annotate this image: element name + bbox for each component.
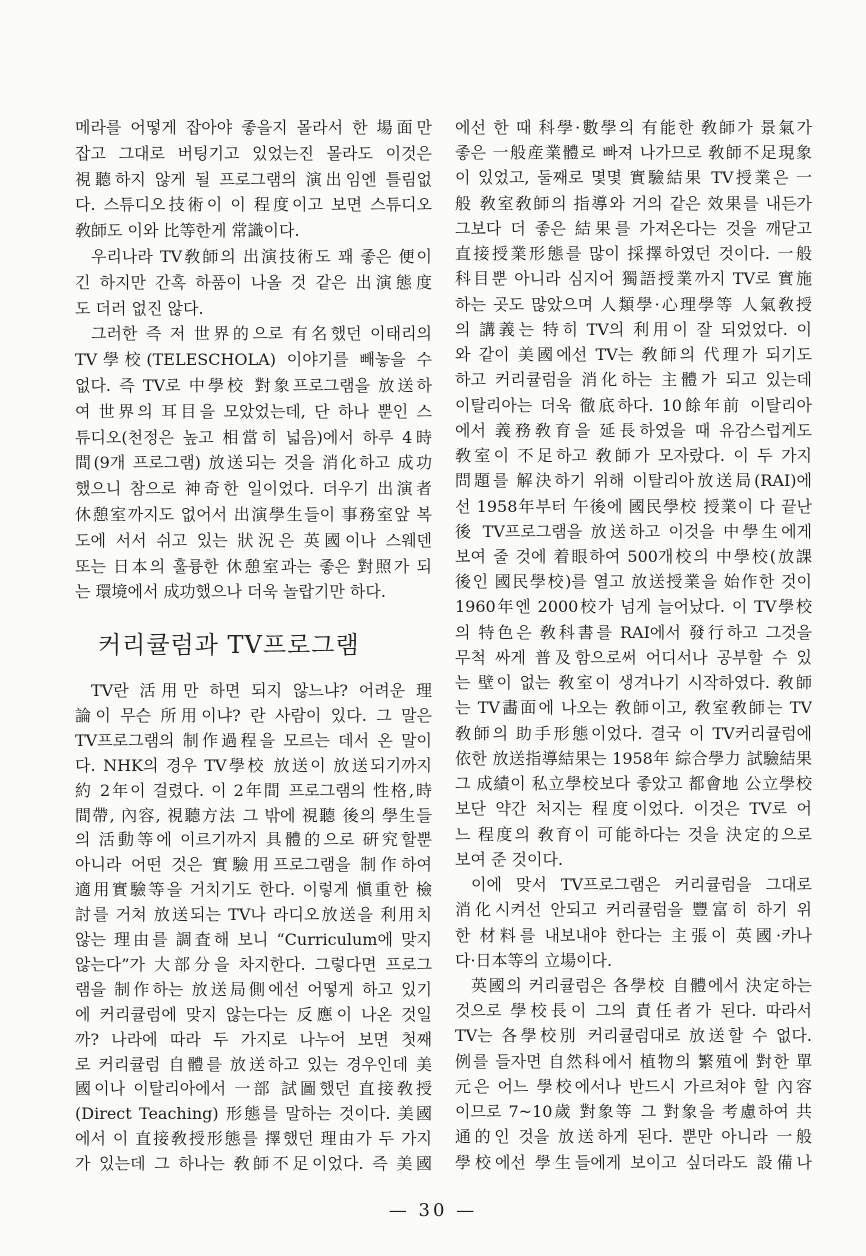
text-line: 敎室이 不足하고 敎師가 모자랐다. 이 두 가지 [455, 446, 812, 466]
text-line: 討를 거쳐 放送되는 TV나 라디오放送을 利用치 [75, 905, 432, 925]
text-line: 敎師의 助手形態이었다. 결국 이 TV커리큘럼에 [455, 723, 812, 743]
text-line: TV란 活用만 하면 되지 않느냐? 어려운 理 [91, 681, 432, 701]
text-line: 例를 들자면 自然科에서 植物의 繁殖에 對한 單 [455, 1051, 812, 1071]
text-line: 後 TV프로그램을 放送하고 이것을 中學生에게 [455, 521, 812, 541]
text-line: 도 더러 없진 않다. [75, 298, 204, 318]
text-line: 그러한 즉 저 世界的으로 有名했던 이태리의 [91, 324, 432, 344]
text-line: 의 講義는 特히 TV의 利用이 잘 되었었다. 이 [455, 319, 812, 339]
text-line: 論이 무슨 所用이냐? 란 사람이 있다. 그 말은 [75, 706, 432, 726]
text-line: 敎師도 이와 比等한게 常識이다. [75, 221, 300, 241]
text-line: 않는 理由를 調査해 보니 “Curriculum에 맞지 [75, 930, 432, 950]
right-column [455, 115, 812, 1175]
text-line: 보여 준 것이다. [455, 849, 563, 869]
paragraph [455, 973, 812, 1175]
text-line: 가 있는데 그 하나는 敎師不足이었다. 즉 美國 [75, 1154, 432, 1174]
text-line: 하고 커리큘럼을 消化하는 主體가 되고 있는데 [455, 370, 812, 390]
text-line: 보여 줄 것에 着眼하여 500개校의 中學校(放課 [455, 546, 812, 566]
section-after-heading [75, 679, 432, 1177]
section-before-heading [75, 115, 432, 605]
text-line: 한 材料를 내보내야 한다는 主張이 英國·카나 [455, 925, 812, 945]
text-line: 科目뿐 아니라 심지어 獨語授業까지 TV로 實施 [455, 269, 812, 289]
text-line: 通的인 것을 放送하게 된다. 뿐만 아니라 一般 [455, 1127, 812, 1147]
text-line: 잡고 그대로 버팅기고 있었는진 몰라도 이것은 [75, 143, 432, 163]
text-line: 다. 스튜디오技術이 이 程度이고 보면 스튜디오 [75, 195, 432, 215]
text-line: 또는 日本의 훌륭한 休憩室과는 좋은 對照가 되 [75, 556, 432, 576]
text-line: 는 TV畵面에 나오는 敎師이고, 敎室敎師는 TV [455, 698, 812, 718]
text-line: 이 있었고, 둘째로 몇몇 實驗結果 TV授業은 一 [455, 168, 812, 188]
text-line: 도에 서서 쉬고 있는 狀況은 英國이나 스웨덴 [75, 530, 432, 550]
text-line: 視聽하지 않게 될 프로그램의 演出임엔 틀림없 [75, 169, 432, 189]
text-line: 좋은 一般産業體로 빠져 나가므로 敎師不足現象 [455, 143, 812, 163]
text-line: 이탈리아는 더욱 徹底하다. 10餘年前 이탈리아 [455, 395, 812, 415]
text-line: 다·日本等의 立場이다. [455, 950, 613, 970]
text-line: 에서 이 直接敎授形態를 擇했던 理由가 두 가지 [75, 1129, 432, 1149]
section-heading: 커리큘럼과 TV프로그램 [98, 630, 360, 659]
text-line: (Direct Teaching) 形態를 말하는 것이다. 美國 [75, 1104, 432, 1124]
text-line: 問題를 解決하기 위해 이탈리아放送局(RAI)에 [455, 471, 812, 491]
paragraph [75, 115, 432, 244]
text-line: 는 環境에서 成功했으나 더욱 놀랍기만 하다. [75, 582, 386, 602]
text-line: 까? 나라에 따라 두 가지로 나누어 보면 첫째 [75, 1029, 432, 1049]
text-line: 다. NHK의 경우 TV學校 放送이 放送되기까지 [75, 755, 432, 775]
text-line: 適用實驗等을 거치기도 한다. 이렇게 愼重한 檢 [75, 880, 432, 900]
text-line: 하는 곳도 많았으며 人類學·心理學等 人氣敎授 [455, 294, 812, 314]
text-line: 依한 放送指導結果는 1958年 綜合學力 試驗結果 [455, 748, 812, 768]
text-line: 메라를 어떻게 잡아야 좋을지 몰라서 한 場面만 [75, 118, 432, 137]
text-line: 의 特色은 敎科書를 RAI에서 發行하고 그것을 [455, 622, 812, 642]
text-line: 여 世界의 耳目을 모았었는데, 단 하나 뿐인 스 [75, 401, 432, 421]
text-line: 것으로 學校長이 그의 責任者가 된다. 따라서 [455, 1001, 812, 1021]
text-line: 1960年엔 2000校가 넘게 늘어났다. 이 TV學校 [455, 597, 812, 617]
text-line: TV學校(TELESCHOLA) 이야기를 빼놓을 수 [75, 350, 432, 370]
text-line: 國이나 이탈리아에서 一部 試圖했던 直接敎授 [75, 1079, 432, 1099]
text-line: 에선 한 때 科學·數學의 有能한 敎師가 景氣가 [455, 118, 812, 137]
text-line: 없다. 즉 TV로 中學校 對象프로그램을 放送하 [75, 375, 432, 395]
text-line: 그 成績이 私立學校보다 좋았고 都會地 公立學校 [455, 774, 812, 794]
text-line: TV는 各學校別 커리큘럼대로 放送할 수 없다. [455, 1026, 812, 1046]
text-line: 아니라 어떤 것은 實驗用프로그램을 制作하여 [75, 855, 432, 875]
text-line: 튜디오(천정은 높고 相當히 넓음)에서 하루 4時 [75, 427, 432, 447]
paragraph [75, 244, 432, 321]
paragraph [455, 115, 812, 872]
text-line: 後인 國民學校)를 열고 放送授業을 始作한 것이 [455, 572, 812, 592]
text-line: 않는다”가 大部分을 차지한다. 그렇다면 프로그 [75, 954, 432, 974]
text-line: 보단 약간 처지는 程度이었다. 이것은 TV로 어 [455, 799, 812, 819]
text-line: 선 1958年부터 午後에 國民學校 授業이 다 끝난 [455, 496, 812, 516]
text-line: 긴 하지만 간혹 하품이 나올 것 같은 出演態度 [75, 272, 432, 292]
paragraph [455, 872, 812, 973]
text-line: 이에 맞서 TV프로그램은 커리큘럼을 그대로 [471, 875, 812, 895]
text-line: 間帶, 內容, 視聽方法 그 밖에 視聽 後의 學生들 [75, 805, 432, 825]
text-line: 消化시켜선 안되고 커리큘럼을 豐富히 하기 위 [455, 900, 812, 920]
text-line: TV프로그램의 制作過程을 모르는 데서 온 말이 [75, 730, 432, 750]
text-line: 에 커리큘럼에 맞지 않는다는 反應이 나온 것일 [75, 1004, 432, 1024]
text-line: 그보다 더 좋은 結果를 가져온다는 것을 깨닫고 [455, 218, 812, 238]
text-line: 이므로 7~10歲 對象等 그 對象을 考慮하여 共 [455, 1102, 812, 1122]
text-line: 했으니 참으로 神奇한 일이었다. 더우기 出演者 [75, 479, 432, 499]
text-line: 에서 義務敎育을 延長하였을 때 유감스럽게도 [455, 420, 812, 440]
paragraph [75, 321, 432, 605]
text-line: 英國의 커리큘럼은 各學校 自體에서 決定하는 [471, 975, 812, 995]
left-column [75, 115, 432, 1177]
text-line: 休憩室까지도 없어서 出演學生들이 事務室앞 복 [75, 504, 432, 524]
text-line: 우리나라 TV敎師의 出演技術도 꽤 좋은 便이 [91, 246, 432, 266]
text-line: 直接授業形態를 많이 採擇하였던 것이다. 一般 [455, 244, 812, 264]
text-line: 와 같이 美國에선 TV는 敎師의 代理가 되기도 [455, 345, 812, 365]
page-number: — 30 — [388, 1200, 478, 1221]
text-line: 램을 制作하는 放送局側에선 어떻게 하고 있기 [75, 979, 432, 999]
text-line: 元은 어느 學校에서나 반드시 가르쳐야 할 內容 [455, 1076, 812, 1096]
text-line: 느 程度의 敎育이 可能하다는 것을 決定的으로 [455, 824, 812, 844]
text-line: 의 活動等에 이르기까지 具體的으로 硏究할뿐 [75, 830, 432, 850]
text-line: 무척 싸게 普及함으로써 어디서나 공부할 수 있 [455, 647, 812, 667]
text-line: 는 壁이 없는 敎室이 생겨나기 시작하였다. 敎師 [455, 673, 812, 693]
text-line: 般 敎室敎師의 指導와 거의 같은 效果를 내든가 [455, 193, 812, 213]
text-line: 約 2年이 걸렸다. 이 2年間 프로그램의 性格,時 [75, 780, 432, 800]
paragraph [75, 679, 432, 1177]
text-line: 學校에선 學生들에게 보이고 싶더라도 設備나 [455, 1152, 812, 1172]
text-line: 間(9개 프로그램) 放送되는 것을 消化하고 成功 [75, 453, 432, 473]
text-line: 로 커리큘럼 自體를 放送하고 있는 경우인데 美 [75, 1054, 432, 1074]
